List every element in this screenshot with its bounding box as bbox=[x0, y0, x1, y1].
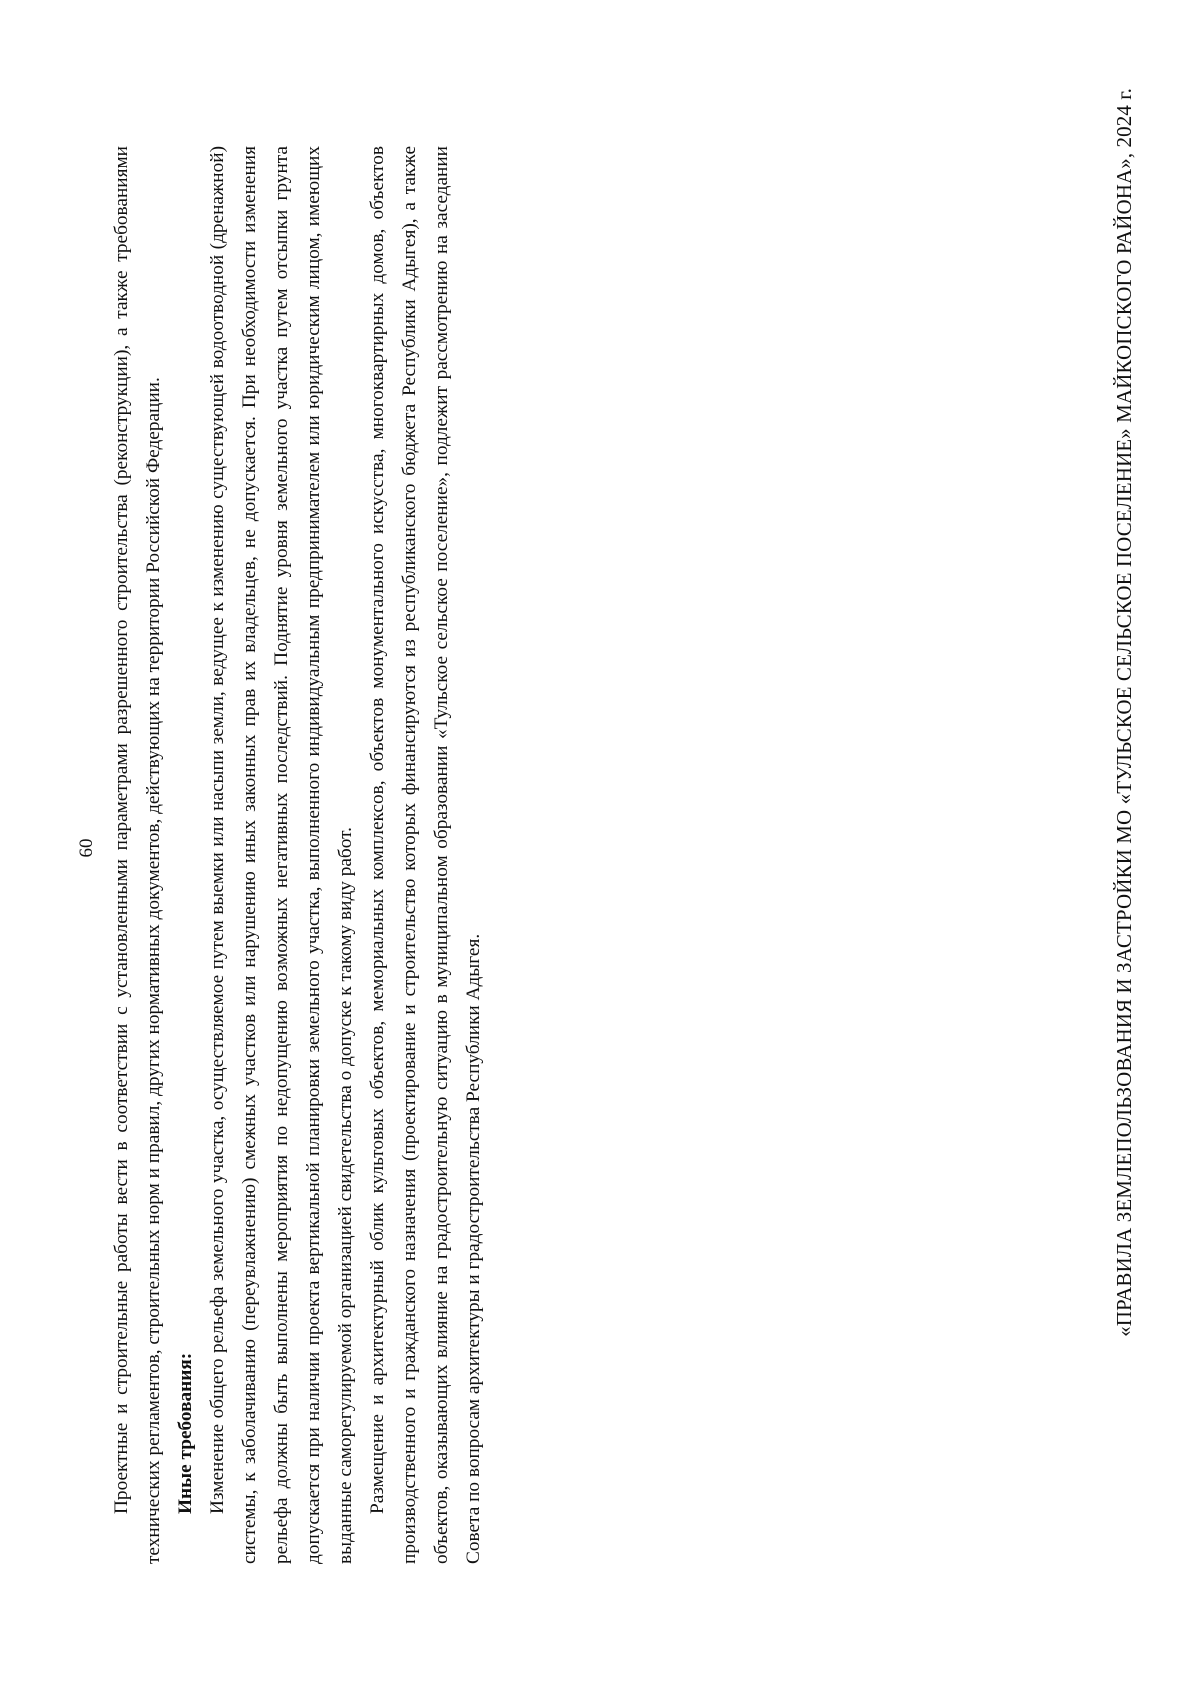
section-heading-other-requirements: Иные требования: bbox=[175, 1352, 196, 1514]
document-footer: «ПРАВИЛА ЗЕМЛЕПОЛЬЗОВАНИЯ И ЗАСТРОЙКИ МО «ТУЛЬСКОЕ СЕЛЬСКОЕ ПОСЕЛЕНИЕ» МАЙКОПСКОГО РАЙОНА», 2024 г. bbox=[1112, 88, 1136, 1337]
document-body bbox=[106, 146, 490, 1564]
paragraph-placement-architecture: Размещение и архитектурный облик культовых объектов, мемориальных комплексов, объектов монументального искусства, многоквартирных домов, объектов производственного и гражданского назначения (проектирование и строительство которых финансируются из республиканского бюджета Республики Адыгея), а также объектов, оказывающих влияние на градостроительную ситуацию в муниципальном образовании «Тульское сельское поселение», подлежит рассмотрению на заседании Совета по вопросам архитектуры и градостроительства Республики Адыгея. bbox=[367, 146, 484, 1564]
page-number: 60 bbox=[76, 838, 97, 858]
paragraph-relief-change: Изменение общего рельефа земельного участка, осуществляемое путем выемки или насыпи земли, ведущее к изменению существующей водоотводной (дренажной) системы, к заболачиванию (переувлажнению) смежных участков или нарушению иных законных прав их владельцев, не допускается. При необходимости изменения рельефа должны быть выполнены мероприятия по недопущению возможных негативных последствий. Поднятие уровня земельного участка путем отсыпки грунта допускается при наличии проекта вертикальной планировки земельного участка, выполненного индивидуальным предпринимателем или юридическим лицом, имеющих выданные саморегулируемой организацией свидетельства о допуске к такому виду работ. bbox=[207, 146, 356, 1564]
paragraph-project-works: Проектные и строительные работы вести в соответствии с установленными параметрами разрешенного строительства (реконструкции), а также требованиями технических регламентов, строительных норм и правил, других нормативных документов, действующих на территории Российской Федерации. bbox=[111, 146, 164, 1564]
